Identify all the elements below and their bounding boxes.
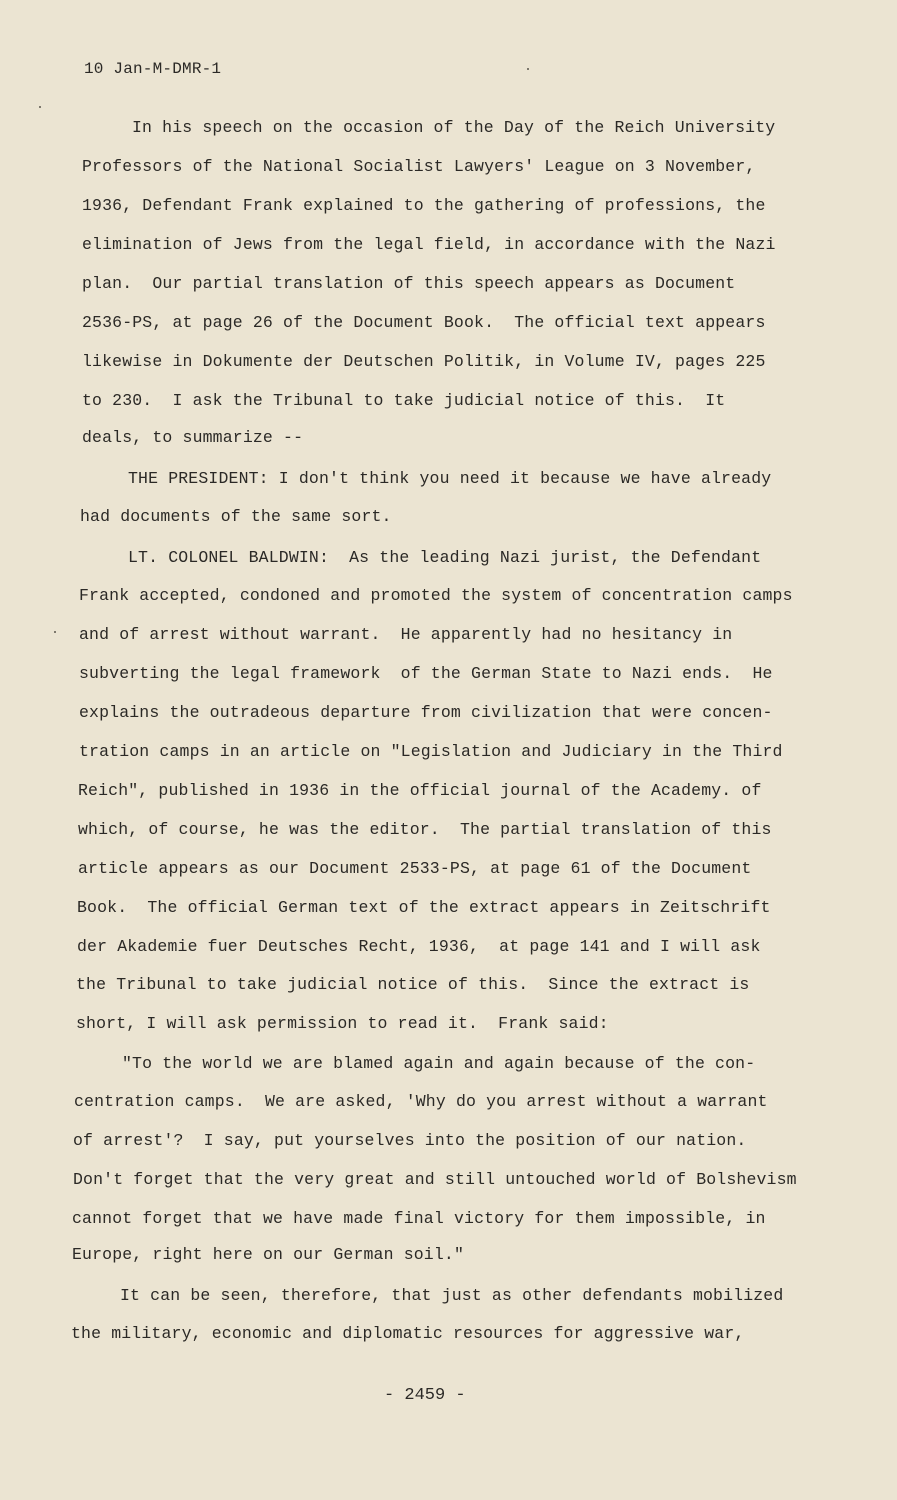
quote-line: Europe, right here on our German soil."	[72, 1245, 465, 1264]
text-line: tration camps in an article on "Legislation and Judiciary in the Third	[79, 742, 783, 761]
quote-line: Don't forget that the very great and still untouched world of Bolshevism	[73, 1170, 797, 1189]
paper-speck	[527, 68, 529, 70]
text-line: likewise in Dokumente der Deutschen Politik, in Volume IV, pages 225	[82, 352, 766, 371]
quote-line: cannot forget that we have made final victory for them impossible, in	[72, 1209, 766, 1228]
text-line: THE PRESIDENT: I don't think you need it because we have already	[128, 469, 772, 488]
text-line: 1936, Defendant Frank explained to the gathering of professions, the	[82, 196, 766, 215]
text-line: elimination of Jews from the legal field, in accordance with the Nazi	[82, 235, 776, 254]
quote-line: "To the world we are blamed again and again because of the con-	[122, 1054, 756, 1073]
text-line: to 230. I ask the Tribunal to take judicial notice of this. It	[82, 391, 726, 410]
text-line: explains the outradeous departure from civilization that were concen-	[79, 703, 773, 722]
paper-speck	[39, 106, 41, 108]
text-line: Reich", published in 1936 in the official journal of the Academy. of	[78, 781, 762, 800]
page-header: 10 Jan-M-DMR-1	[84, 60, 222, 78]
text-line: Frank accepted, condoned and promoted the system of concentration camps	[79, 586, 793, 605]
text-line: LT. COLONEL BALDWIN: As the leading Nazi jurist, the Defendant	[128, 548, 762, 567]
paper-speck	[54, 631, 56, 633]
text-line: Book. The official German text of the extract appears in Zeitschrift	[77, 898, 771, 917]
page-number: - 2459 -	[384, 1386, 466, 1405]
text-line: which, of course, he was the editor. The partial translation of this	[78, 820, 772, 839]
quote-line: centration camps. We are asked, 'Why do you arrest without a warrant	[74, 1092, 768, 1111]
text-line: had documents of the same sort.	[80, 507, 392, 526]
text-line: short, I will ask permission to read it. Frank said:	[76, 1014, 609, 1033]
text-line: article appears as our Document 2533-PS, at page 61 of the Document	[78, 859, 752, 878]
text-line: der Akademie fuer Deutsches Recht, 1936, at page 141 and I will ask	[77, 937, 761, 956]
text-line: Professors of the National Socialist Lawyers' League on 3 November,	[82, 157, 756, 176]
text-line: plan. Our partial translation of this speech appears as Document	[82, 274, 736, 293]
text-line: In his speech on the occasion of the Day of the Reich University	[132, 118, 776, 137]
text-line: 2536-PS, at page 26 of the Document Book. The official text appears	[82, 313, 766, 332]
text-line: the Tribunal to take judicial notice of this. Since the extract is	[76, 975, 750, 994]
text-line: and of arrest without warrant. He apparently had no hesitancy in	[79, 625, 733, 644]
quote-line: of arrest'? I say, put yourselves into the position of our nation.	[73, 1131, 747, 1150]
text-line: It can be seen, therefore, that just as other defendants mobilized	[120, 1286, 784, 1305]
text-line: the military, economic and diplomatic resources for aggressive war,	[71, 1324, 745, 1343]
text-line: deals, to summarize --	[82, 428, 304, 447]
text-line: subverting the legal framework of the German State to Nazi ends. He	[79, 664, 773, 683]
